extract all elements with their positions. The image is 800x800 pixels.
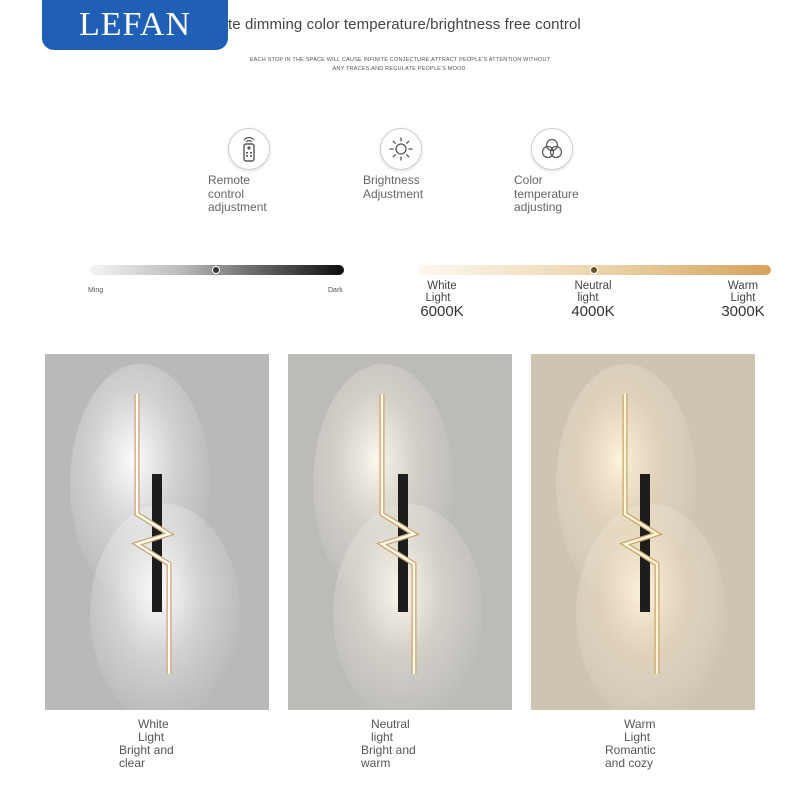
caption-neutral-light: Neutral light Bright and warm [361, 717, 416, 770]
feature-label: Brightness Adjustment [363, 173, 424, 201]
caption-white-light: White Light Bright and clear [119, 717, 174, 770]
warm-light-photo [531, 354, 755, 710]
feature-color-temperature [514, 128, 579, 214]
temp-stop-white: White Light 6000K [420, 280, 464, 320]
brightness-slider-knob[interactable] [212, 266, 220, 274]
feature-label: Color temperature adjusting [514, 173, 579, 214]
page-headline: te dimming color temperature/brightness free control [228, 16, 581, 33]
color-temperature-slider[interactable] [418, 265, 771, 275]
temp-stop-warm: Warm Light 3000K [721, 280, 765, 320]
feature-brightness [363, 128, 424, 201]
remote-icon [228, 128, 270, 170]
neutral-light-photo [288, 354, 512, 710]
color-circles-icon [531, 128, 573, 170]
temp-stop-neutral: Neutral light 4000K [571, 280, 615, 320]
brand-logo: LEFAN [42, 0, 228, 50]
white-light-photo [45, 354, 269, 710]
brightness-slider[interactable] [90, 265, 344, 275]
feature-remote-control [208, 128, 270, 214]
brightness-min-label: Ming [88, 287, 104, 294]
page-subtitle: EACH STOP IN THE SPACE WILL CAUSE INFINITE CONJECTURE,ATTRACT PEOPLE'S ATTENTION WITHOUT ANY TRACES,AND REGULATE PEOPLE'S MOOD. [249, 57, 551, 72]
brightness-max-label: Dark [328, 287, 343, 294]
feature-label: Remote control adjustment [208, 173, 267, 214]
color-temperature-slider-knob[interactable] [590, 266, 598, 274]
caption-warm-light: Warm Light Romantic and cozy [605, 717, 656, 770]
sun-icon [380, 128, 422, 170]
